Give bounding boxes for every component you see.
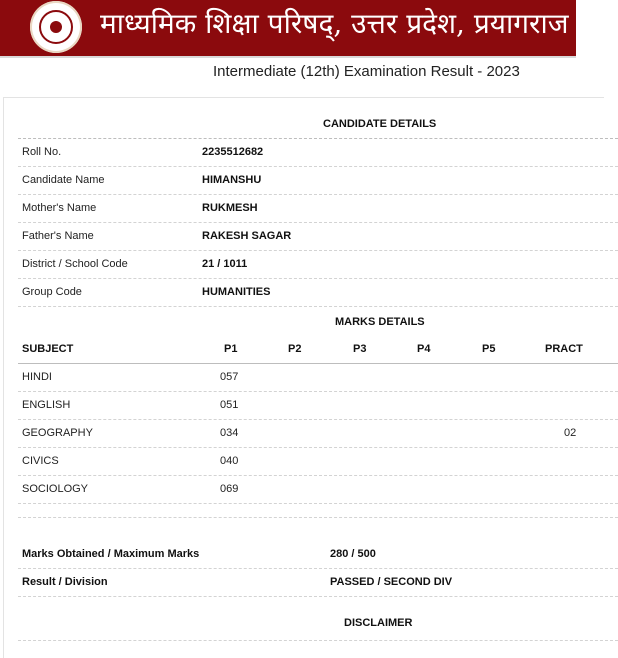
board-name-title: माध्यमिक शिक्षा परिषद्, उत्तर प्रदेश, प्रयागराज <box>100 7 569 40</box>
col-header-subject: SUBJECT <box>22 343 74 355</box>
candidate-heading-row <box>18 110 618 139</box>
field-row-candidate-name <box>18 166 618 195</box>
col-header-p4: P4 <box>417 343 431 355</box>
subject-name: SOCIOLOGY <box>22 483 89 495</box>
subject-name: GEOGRAPHY <box>22 427 93 439</box>
field-value: 2235512682 <box>202 146 264 158</box>
field-row-group-code <box>18 278 618 307</box>
table-row <box>18 419 618 448</box>
field-value: 21 / 1011 <box>202 258 248 270</box>
result-division-row <box>18 568 618 597</box>
disclaimer-heading: DISCLAIMER <box>344 617 413 629</box>
site-header <box>0 0 576 56</box>
subject-name: HINDI <box>22 371 52 383</box>
p1-marks: 057 <box>220 371 239 383</box>
marks-total-row <box>18 540 618 569</box>
field-row-mother-name <box>18 194 618 223</box>
field-value: RUKMESH <box>202 202 258 214</box>
marks-details-heading: MARKS DETAILS <box>335 316 425 328</box>
pract-marks: 02 <box>564 427 577 439</box>
disclaimer-row <box>18 610 618 641</box>
field-row-father-name <box>18 222 618 251</box>
field-label: Mother's Name <box>22 202 97 214</box>
p1-marks: 069 <box>220 483 239 495</box>
up-board-logo-icon <box>30 1 82 53</box>
col-header-p2: P2 <box>288 343 302 355</box>
p1-marks: 034 <box>220 427 239 439</box>
header-divider <box>0 56 576 58</box>
p1-marks: 040 <box>220 455 239 467</box>
table-row <box>18 363 618 392</box>
marks-spacer-row <box>18 503 618 518</box>
result-division-value: PASSED / SECOND DIV <box>330 576 453 588</box>
field-row-district-school-code <box>18 250 618 279</box>
result-page-title: Intermediate (12th) Examination Result - 2023 <box>213 63 520 80</box>
field-row-roll-no <box>18 138 618 167</box>
p1-marks: 051 <box>220 399 239 411</box>
marks-header-row <box>18 335 618 364</box>
field-label: District / School Code <box>22 258 128 270</box>
field-label: Father's Name <box>22 230 94 242</box>
marks-obtained-label: Marks Obtained / Maximum Marks <box>22 548 200 560</box>
col-header-pract: PRACT <box>545 343 583 355</box>
marks-obtained-value: 280 / 500 <box>330 548 376 560</box>
field-label: Candidate Name <box>22 174 105 186</box>
field-label: Roll No. <box>22 146 62 158</box>
col-header-p5: P5 <box>482 343 496 355</box>
result-division-label: Result / Division <box>22 576 108 588</box>
field-value: RAKESH SAGAR <box>202 230 292 242</box>
candidate-details-heading: CANDIDATE DETAILS <box>323 118 437 130</box>
seal-ring-icon <box>39 10 73 44</box>
result-panel <box>3 97 604 658</box>
field-value: HUMANITIES <box>202 286 271 298</box>
table-row <box>18 447 618 476</box>
col-header-p1: P1 <box>224 343 238 355</box>
table-row <box>18 391 618 420</box>
table-row <box>18 475 618 504</box>
subject-name: CIVICS <box>22 455 59 467</box>
field-label: Group Code <box>22 286 82 298</box>
subject-name: ENGLISH <box>22 399 71 411</box>
seal-emblem-icon <box>50 21 62 33</box>
col-header-p3: P3 <box>353 343 367 355</box>
field-value: HIMANSHU <box>202 174 262 186</box>
